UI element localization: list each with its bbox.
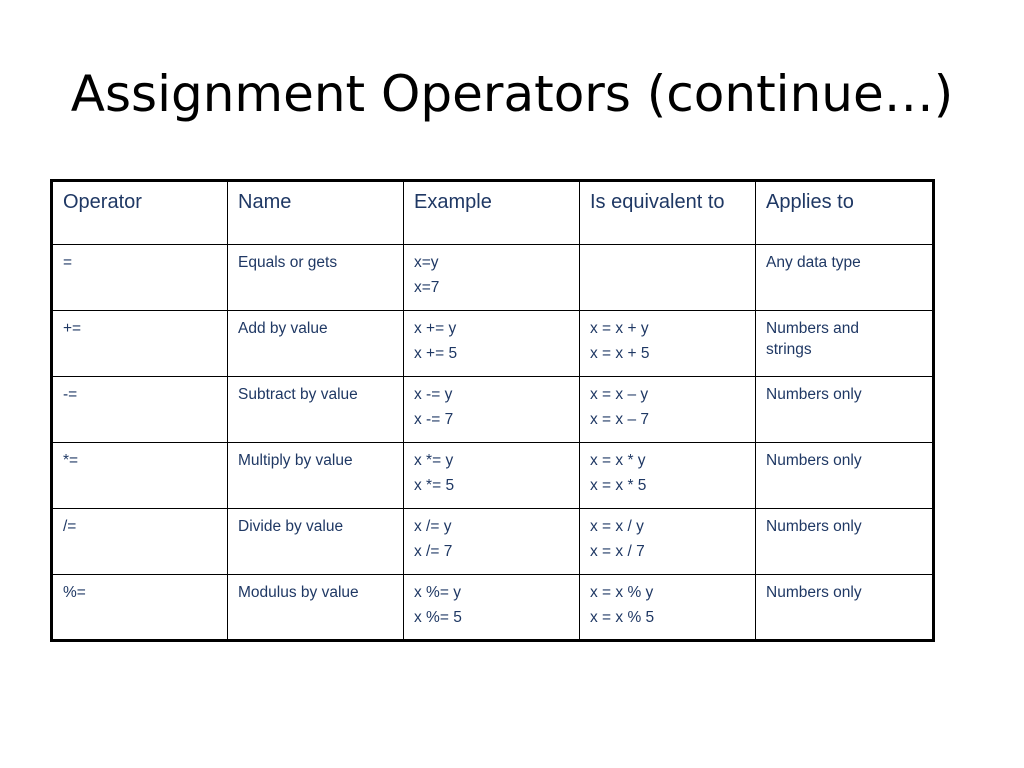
equivalent-line: x = x – y xyxy=(590,386,649,403)
equivalent-line: x = x % 5 xyxy=(590,609,655,626)
cell-example xyxy=(404,245,580,311)
equivalent-line: x = x % y xyxy=(590,584,654,601)
header-example: Example xyxy=(404,181,580,245)
cell-equivalent xyxy=(580,575,756,641)
cell-name: Add by value xyxy=(228,311,404,377)
applies-text: Numbers and strings xyxy=(766,320,860,358)
cell-equivalent xyxy=(580,509,756,575)
table-row xyxy=(52,311,934,377)
table-row xyxy=(52,377,934,443)
equivalent-line: x = x + y xyxy=(590,320,649,337)
cell-equivalent xyxy=(580,377,756,443)
cell-equivalent xyxy=(580,245,756,311)
cell-example xyxy=(404,509,580,575)
cell-applies-to: Numbers only xyxy=(756,443,934,509)
example-line: x -= 7 xyxy=(414,411,454,428)
example-line: x /= 7 xyxy=(414,543,453,560)
equivalent-line: x = x * y xyxy=(590,452,646,469)
example-line: x=y xyxy=(414,254,439,271)
cell-equivalent xyxy=(580,443,756,509)
cell-operator: -= xyxy=(52,377,228,443)
table-row xyxy=(52,509,934,575)
cell-example xyxy=(404,443,580,509)
cell-operator: *= xyxy=(52,443,228,509)
cell-operator: += xyxy=(52,311,228,377)
header-applies-to: Applies to xyxy=(756,181,934,245)
header-operator: Operator xyxy=(52,181,228,245)
cell-applies-to: Numbers only xyxy=(756,575,934,641)
operators-table xyxy=(50,179,935,642)
cell-example xyxy=(404,377,580,443)
cell-operator: /= xyxy=(52,509,228,575)
example-line: x += 5 xyxy=(414,345,458,362)
example-line: x *= 5 xyxy=(414,477,455,494)
cell-operator: = xyxy=(52,245,228,311)
cell-name: Multiply by value xyxy=(228,443,404,509)
header-equivalent: Is equivalent to xyxy=(580,181,756,245)
cell-name: Equals or gets xyxy=(228,245,404,311)
cell-name: Subtract by value xyxy=(228,377,404,443)
cell-example xyxy=(404,575,580,641)
example-line: x -= y xyxy=(414,386,453,403)
slide-title: Assignment Operators (continue…) xyxy=(70,65,954,123)
cell-equivalent xyxy=(580,311,756,377)
cell-name: Divide by value xyxy=(228,509,404,575)
table-row xyxy=(52,245,934,311)
example-line: x=7 xyxy=(414,279,440,296)
equivalent-line: x = x + 5 xyxy=(590,345,650,362)
equivalent-line: x = x / 7 xyxy=(590,543,645,560)
cell-example xyxy=(404,311,580,377)
table-row xyxy=(52,443,934,509)
cell-name: Modulus by value xyxy=(228,575,404,641)
cell-applies-to xyxy=(756,311,934,377)
equivalent-line: x = x – 7 xyxy=(590,411,650,428)
cell-operator: %= xyxy=(52,575,228,641)
header-name: Name xyxy=(228,181,404,245)
table-row xyxy=(52,575,934,641)
cell-applies-to: Any data type xyxy=(756,245,934,311)
table-header-row xyxy=(52,181,934,245)
equivalent-line: x = x * 5 xyxy=(590,477,647,494)
example-line: x /= y xyxy=(414,518,452,535)
equivalent-line: x = x / y xyxy=(590,518,644,535)
example-line: x *= y xyxy=(414,452,454,469)
example-line: x %= y xyxy=(414,584,461,601)
example-line: x %= 5 xyxy=(414,609,462,626)
cell-applies-to: Numbers only xyxy=(756,377,934,443)
cell-applies-to: Numbers only xyxy=(756,509,934,575)
example-line: x += y xyxy=(414,320,457,337)
